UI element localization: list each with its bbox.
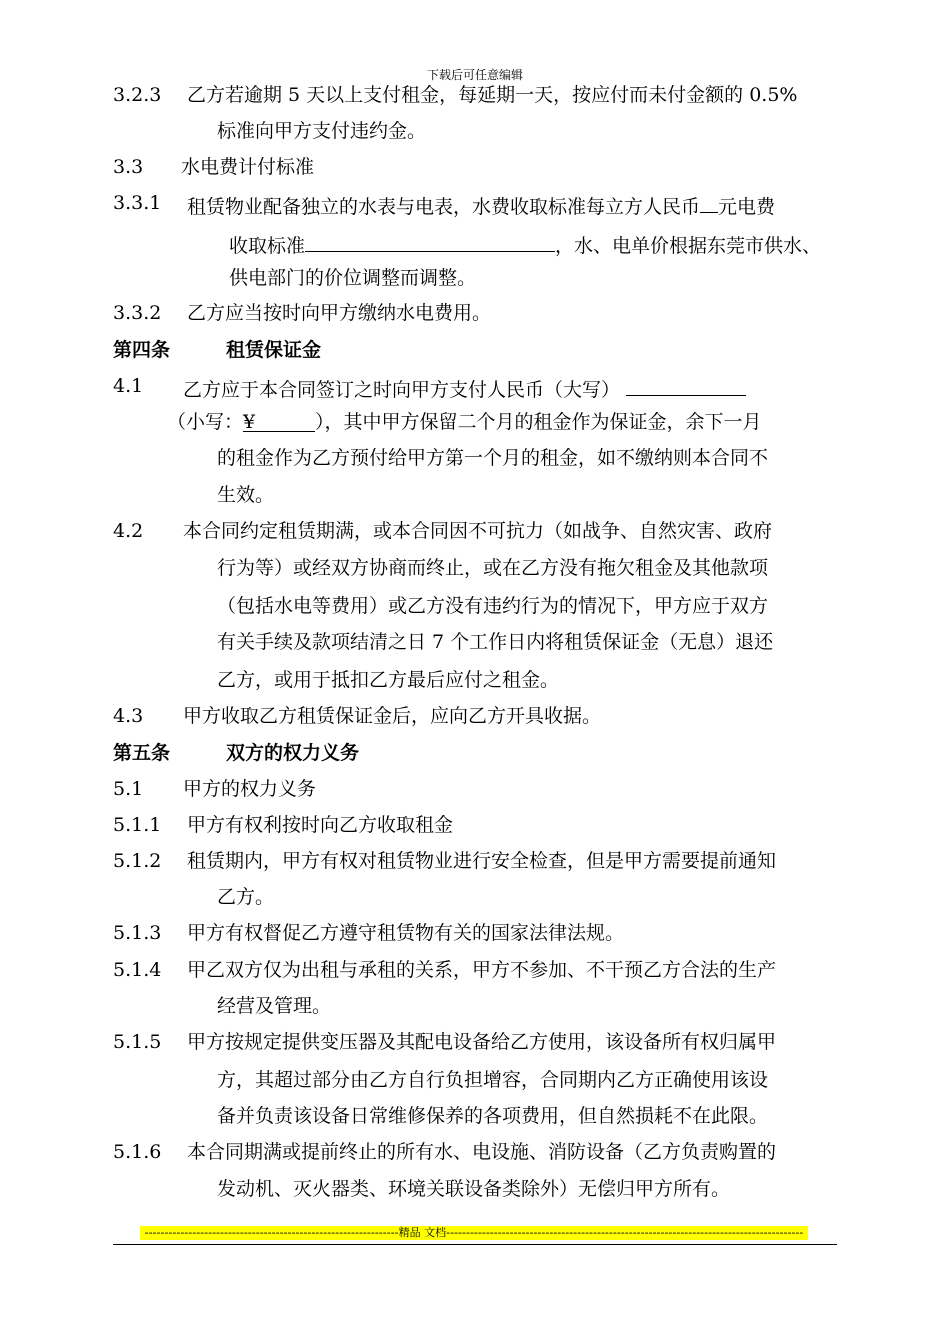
clause-text-cont: 供电部门的价位调整而调整。 bbox=[229, 267, 477, 289]
clause-text-cont: 方，其超过部分由乙方自行负担增容，合同期内乙方正确使用该设 bbox=[217, 1069, 769, 1091]
yen-sign: ¥ bbox=[243, 411, 256, 433]
article-number: 第四条 bbox=[113, 339, 171, 361]
clause-text: 甲乙双方仅为出租与承租的关系，甲方不参加、不干预乙方合法的生产 bbox=[187, 959, 777, 981]
clause-text bbox=[187, 190, 775, 220]
clause-text-part: 租赁物业配备独立的水表与电表，水费收取标准每立方人民币 bbox=[187, 196, 701, 218]
clause-text-cont: （包括水电等费用）或乙方没有违约行为的情况下，甲方应于双方 bbox=[217, 595, 769, 617]
clause-text-cont: 经营及管理。 bbox=[217, 995, 332, 1017]
clause-text: 甲方按规定提供变压器及其配电设备给乙方使用，该设备所有权归属甲 bbox=[187, 1031, 777, 1053]
clause-number: 5.1.3 bbox=[113, 922, 162, 944]
article-number: 第五条 bbox=[113, 742, 171, 764]
blank-electric-rate[interactable] bbox=[305, 229, 555, 252]
clause-text: 乙方若逾期 5 天以上支付租金，每延期一天，按应付而未付金额的 0.5% bbox=[187, 84, 798, 106]
clause-number: 4.1 bbox=[113, 375, 144, 397]
clause-text-part: ，水、电单价根据东莞市供水、 bbox=[555, 235, 822, 257]
clause-text-cont: 标准向甲方支付违约金。 bbox=[217, 120, 427, 142]
clause-number: 4.3 bbox=[113, 705, 144, 727]
clause-text-cont: 有关手续及款项结清之日 7 个工作日内将租赁保证金（无息）退还 bbox=[217, 631, 774, 653]
clause-text-part: （小写： bbox=[167, 411, 244, 433]
clause-number: 5.1 bbox=[113, 778, 144, 800]
clause-text: 甲方有权利按时向乙方收取租金 bbox=[187, 814, 454, 836]
clause-text-cont: 的租金作为乙方预付给甲方第一个月的租金，如不缴纳则本合同不 bbox=[217, 447, 769, 469]
footer-label: 精品 文档 bbox=[398, 1226, 447, 1239]
clause-number: 3.3 bbox=[113, 156, 144, 178]
clause-number: 5.1.4 bbox=[113, 959, 162, 981]
clause-text: 甲方有权督促乙方遵守租赁物有关的国家法律法规。 bbox=[187, 922, 625, 944]
clause-text-cont: 行为等）或经双方协商而终止，或在乙方没有拖欠租金及其他款项 bbox=[217, 557, 769, 579]
clause-text: 甲方收取乙方租赁保证金后，应向乙方开具收据。 bbox=[183, 705, 602, 727]
clause-text-cont bbox=[167, 409, 762, 435]
clause-text: 本合同约定租赁期满，或本合同因不可抗力（如战争、自然灾害、政府 bbox=[183, 520, 773, 542]
clause-number: 5.1.6 bbox=[113, 1141, 162, 1163]
clause-number: 5.1.5 bbox=[113, 1031, 162, 1053]
clause-text: 甲方的权力义务 bbox=[183, 778, 317, 800]
clause-text: 乙方应当按时向甲方缴纳水电费用。 bbox=[187, 302, 492, 324]
clause-text-cont: 生效。 bbox=[217, 484, 275, 506]
clause-text-cont: 乙方，或用于抵扣乙方最后应付之租金。 bbox=[217, 669, 560, 691]
footer-rule bbox=[113, 1244, 837, 1245]
clause-text-part: 收取标准 bbox=[229, 235, 306, 257]
clause-text bbox=[183, 373, 746, 403]
clause-number: 3.3.1 bbox=[113, 192, 162, 214]
clause-text-cont bbox=[229, 229, 821, 259]
clause-text-cont: 备并负责该设备日常维修保养的各项费用，但自然损耗不在此限。 bbox=[217, 1105, 769, 1127]
clause-text-cont: 乙方。 bbox=[217, 886, 275, 908]
article-title: 双方的权力义务 bbox=[226, 742, 360, 764]
clause-number: 5.1.1 bbox=[113, 814, 162, 836]
blank-amount-words[interactable] bbox=[626, 373, 746, 396]
clause-text-part: 元电费 bbox=[718, 196, 776, 218]
clause-number: 3.2.3 bbox=[113, 84, 162, 106]
article-title: 租赁保证金 bbox=[226, 339, 322, 361]
footer-dashes: ---------------------------------------------------------------- bbox=[144, 1226, 399, 1239]
clause-text: 租赁期内，甲方有权对租赁物业进行安全检查，但是甲方需要提前通知 bbox=[187, 850, 777, 872]
clause-text: 水电费计付标准 bbox=[181, 156, 315, 178]
clause-number: 4.2 bbox=[113, 520, 144, 542]
clause-text: 本合同期满或提前终止的所有水、电设施、消防设备（乙方负责购置的 bbox=[187, 1141, 777, 1163]
clause-text-part: 乙方应于本合同签订之时向甲方支付人民币（大写） bbox=[183, 379, 621, 401]
clause-text-part: ），其中甲方保留二个月的租金作为保证金，余下一月 bbox=[315, 411, 762, 433]
blank-water-rate[interactable] bbox=[700, 190, 718, 213]
clause-text-cont: 发动机、灭火器类、环境关联设备类除外）无偿归甲方所有。 bbox=[217, 1178, 731, 1200]
clause-number: 3.3.2 bbox=[113, 302, 162, 324]
footer-dashes: ------------------------------------------------------------------------------------------ bbox=[446, 1226, 804, 1239]
header-note: 下载后可任意编辑 bbox=[426, 68, 523, 82]
clause-number: 5.1.2 bbox=[113, 850, 162, 872]
blank-amount-figures[interactable] bbox=[243, 409, 315, 432]
footer-banner bbox=[140, 1226, 808, 1240]
